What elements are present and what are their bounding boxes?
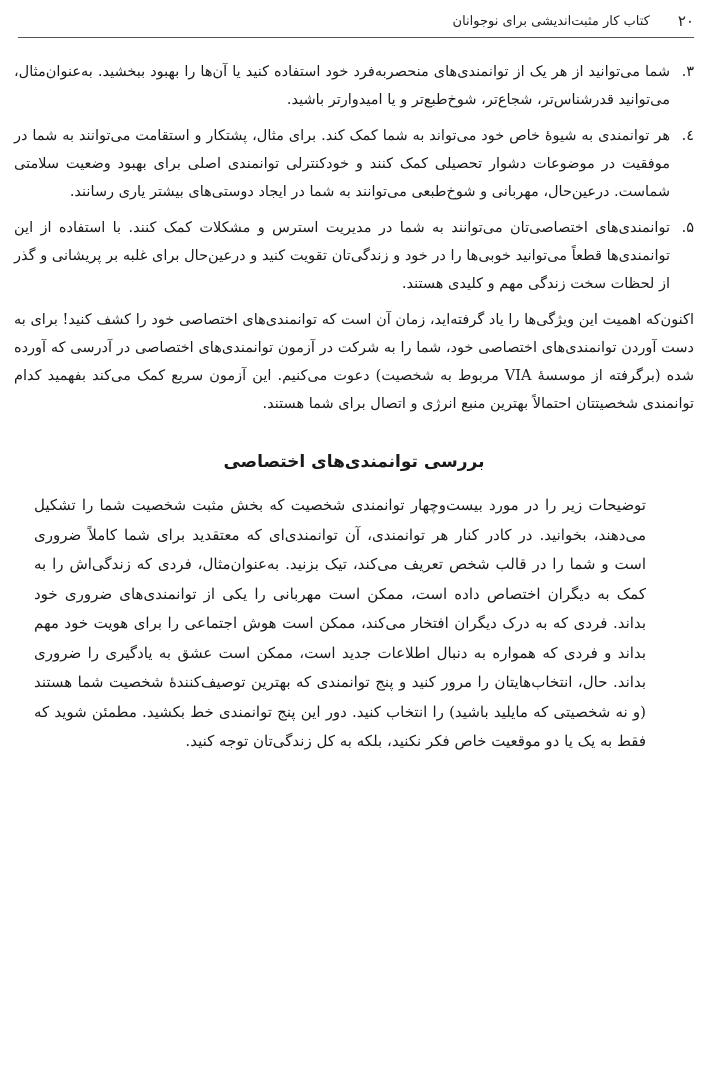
item-text: شما می‌توانید از هر یک از توانمندی‌های منحصربه‌فرد خود استفاده کنید یا آن‌ها را بهبود ببخشید. به‌عنوان‌مثال، می‌توانید قدرشناس‌تر، شجاع‌تر، شوخ‌طبع‌تر و یا امیدوارتر باشید.	[14, 64, 670, 108]
book-title: کتاب کار مثبت‌اندیشی برای نوجوانان	[452, 13, 650, 29]
section-heading: بررسی توانمندی‌های اختصاصی	[223, 452, 485, 472]
section-paragraph: توضیحات زیر را در مورد بیست‌وچهار توانمندی شخصیت که بخش مثبت شخصیت شما را تشکیل می‌دهند، بخوانید. در کادر کنار هر توانمندی، آن توانمندی‌ای که معتقدید برای شما کاملاً ضروری است و شما را در قالب شخص تعریف می‌کند، تیک بزنید. به‌عنوان‌مثال، فردی که زندگی‌اش را به کمک به دیگران اختصاص داده است، ممکن است مهربانی را یکی از توانمندی‌های ضروری خود بداند. فردی که به درک دیگران افتخار می‌کند، ممکن است هوش اجتماعی را برای هویت خود مهم بداند و فردی که همواره به دنبال اطلاعات جدید است، ممکن است عشق به یادگیری را ضروری بداند. حال، انتخاب‌هایتان را مرور کنید و پنج توانمندی که بهترین توصیف‌کنندهٔ شخصیت شما هستند (و نه شخصیتی که مایلید باشید) را انتخاب کنید. دور این پنج توانمندی خط بکشید. مطمئن شوید که فقط به یک یا دو موقعیت خاص فکر نکنید، بلکه به کل زندگی‌تان توجه کنید.	[34, 496, 646, 750]
body-paragraph: اکنون‌که اهمیت این ویژگی‌ها را یاد گرفته‌اید، زمان آن است که توانمندی‌های اختصاصی خود را کشف کنید! برای به دست آوردن توانمندی‌های اختصاصی خود، شما را به شرکت در آزمون توانمندی‌های اختصاصی در آدرسی که آورده شده (برگرفته از موسسهٔ VIA مربوط به شخصیت) دعوت می‌کنیم. این آزمون سریع کمک می‌کند بفهمید کدام توانمندی شخصیتتان احتمالاً بهترین منبع انرژی و اتصال برای شما هستند.	[14, 312, 694, 412]
list-item	[14, 214, 694, 298]
item-number: ٤.	[681, 128, 694, 144]
list-item	[14, 58, 694, 114]
item-number: ۳.	[681, 64, 694, 80]
page-header	[18, 8, 694, 34]
page-number: ۲۰	[677, 12, 694, 30]
item-number: ۵.	[681, 220, 694, 236]
item-text: توانمندی‌های اختصاصی‌تان می‌توانند به شما در مدیریت استرس و مشکلات کمک کنند. با استفاده از این توانمندی‌ها قطعاً می‌توانید خوبی‌ها را در خود و زندگی‌تان تقویت کنید و درعین‌حال برای غلبه بر پریشانی و گذر از لحظات سخت زندگی مهم و کلیدی هستند.	[14, 220, 670, 292]
page-content	[14, 58, 694, 772]
item-text: هر توانمندی به شیوهٔ خاص خود می‌تواند به شما کمک کند. برای مثال، پشتکار و استقامت می‌توانند به شما در موفقیت در موضوعات دشوار تحصیلی کمک کنند و خودکنترلی توانمندی اصلی برای بهبود وضعیت سلامتی شماست. درعین‌حال، مهربانی و شوخ‌طبعی می‌توانند به شما در ایجاد دوستی‌های بیشتر یاری رسانند.	[14, 128, 670, 200]
list-item	[14, 122, 694, 206]
header-rule	[18, 37, 694, 38]
